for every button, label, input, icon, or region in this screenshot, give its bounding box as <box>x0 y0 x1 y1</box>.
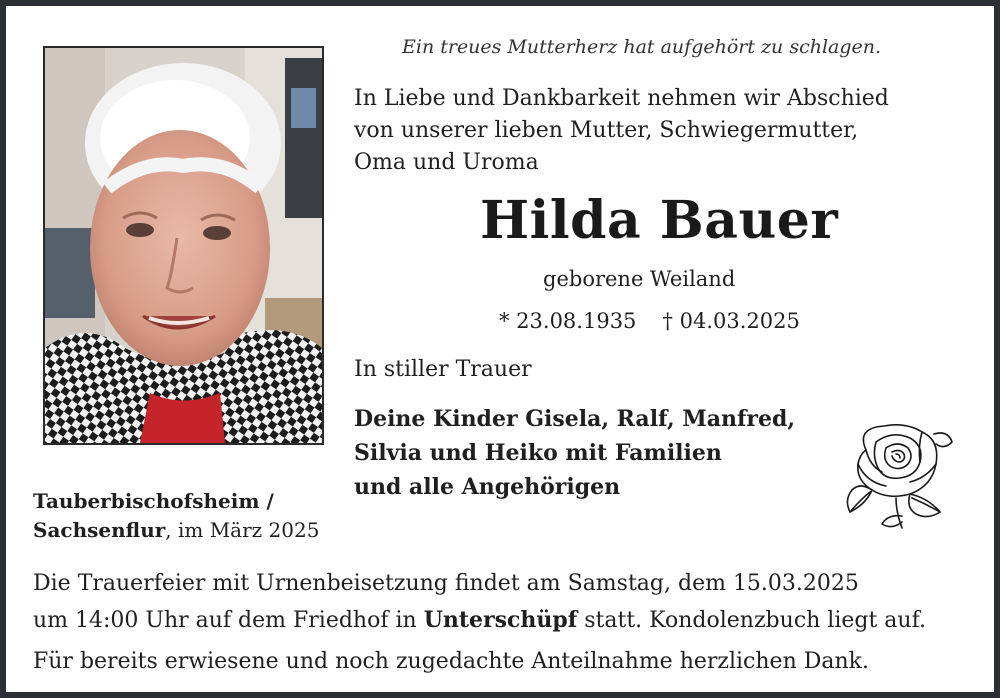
birth-name: geborene Weiland <box>543 267 736 291</box>
portrait-photo <box>43 46 324 445</box>
motto: Ein treues Mutterherz hat aufgehört zu schlagen. <box>402 36 882 58</box>
service-location: Unterschüpf <box>423 607 578 633</box>
place-line-2 <box>33 516 353 545</box>
place-date <box>33 487 353 545</box>
place-town: Tauberbischofsheim / <box>33 489 274 513</box>
intro-text <box>354 83 974 179</box>
funeral-service-info <box>33 566 993 639</box>
intro-line: von unserer lieben Mutter, Schwiegermutter, <box>354 118 859 143</box>
intro-line: Oma und Uroma <box>354 150 539 175</box>
service-line-1: Die Trauerfeier mit Urnenbeisetzung findet am Samstag, dem 15.03.2025 <box>33 571 859 596</box>
birth-date: * 23.08.1935 <box>499 309 637 333</box>
thanks-text: Für bereits erwiesene und noch zugedachte Anteilnahme herzlichen Dank. <box>33 649 869 674</box>
place-month: , im März 2025 <box>165 518 320 542</box>
place-line-1 <box>33 487 353 516</box>
life-dates <box>499 309 800 333</box>
service-note: statt. Kondolenzbuch liegt auf. <box>577 608 926 633</box>
intro-line: In Liebe und Dankbarkeit nehmen wir Abschied <box>354 86 889 111</box>
service-time: um 14:00 Uhr auf dem Friedhof in <box>33 608 424 633</box>
place-district: Sachsenflur <box>33 518 166 542</box>
family-list <box>354 402 834 504</box>
family-line: und alle Angehörigen <box>354 474 621 500</box>
deceased-name: Hilda Bauer <box>480 190 839 251</box>
family-line: Silvia und Heiko mit Familien <box>354 440 722 466</box>
mourning-heading: In stiller Trauer <box>354 357 532 382</box>
service-line-2 <box>33 602 993 639</box>
rose-icon <box>836 420 956 532</box>
family-line: Deine Kinder Gisela, Ralf, Manfred, <box>354 406 796 432</box>
death-date: † 04.03.2025 <box>662 309 800 333</box>
